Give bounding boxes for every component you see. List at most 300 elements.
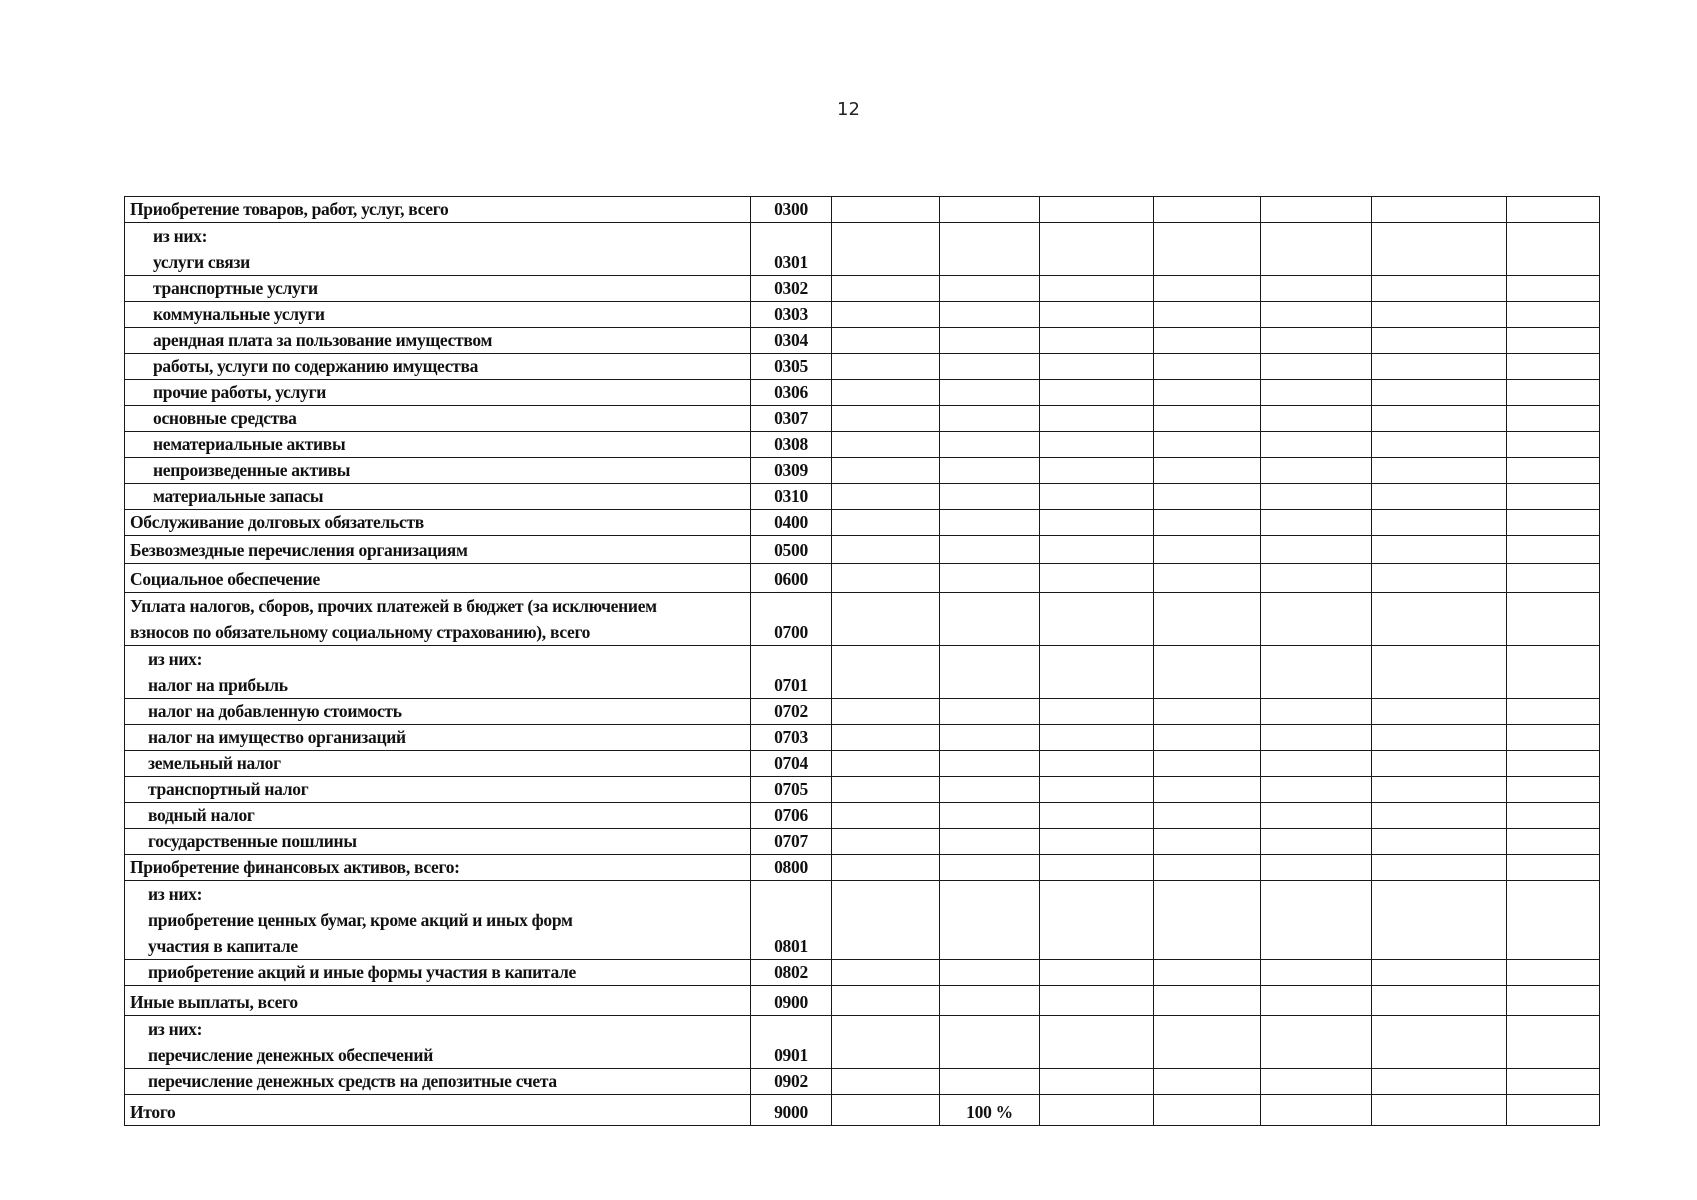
value-cell — [1507, 725, 1600, 751]
row-code: 0303 — [751, 302, 832, 328]
table-row — [125, 536, 1600, 564]
row-label: Обслуживание долговых обязательств — [125, 510, 751, 536]
value-cell — [1040, 986, 1154, 1016]
value-cell — [1040, 458, 1154, 484]
table-row — [125, 646, 1600, 699]
value-cell — [1040, 1016, 1154, 1069]
value-cell — [1040, 855, 1154, 881]
value-cell — [1261, 380, 1372, 406]
value-cell — [940, 646, 1040, 699]
value-cell — [1372, 354, 1507, 380]
value-cell — [832, 593, 940, 646]
value-cell — [1372, 536, 1507, 564]
value-cell — [940, 223, 1040, 276]
value-cell — [1154, 699, 1261, 725]
value-cell — [1372, 1095, 1507, 1126]
table-row — [125, 223, 1600, 276]
value-cell — [940, 593, 1040, 646]
value-cell — [1040, 803, 1154, 829]
table-row — [125, 510, 1600, 536]
value-cell — [1154, 1095, 1261, 1126]
value-cell — [832, 380, 940, 406]
row-code: 0702 — [751, 699, 832, 725]
value-cell — [832, 725, 940, 751]
value-cell — [1040, 699, 1154, 725]
value-cell — [1372, 881, 1507, 960]
value-cell — [1154, 986, 1261, 1016]
value-cell — [940, 536, 1040, 564]
table-row — [125, 881, 1600, 960]
value-cell — [1507, 803, 1600, 829]
value-cell — [1507, 829, 1600, 855]
value-cell — [832, 986, 940, 1016]
value-cell — [1154, 564, 1261, 593]
value-cell — [1261, 1016, 1372, 1069]
row-label-line: участия в капитале — [148, 936, 298, 956]
value-cell — [1154, 354, 1261, 380]
value-cell — [940, 725, 1040, 751]
value-cell — [832, 406, 940, 432]
value-cell — [1507, 536, 1600, 564]
row-label: Итого — [125, 1095, 751, 1126]
value-cell — [1507, 777, 1600, 803]
value-cell — [1507, 458, 1600, 484]
value-cell — [832, 484, 940, 510]
row-label: транспортный налог — [125, 777, 751, 803]
value-cell — [940, 354, 1040, 380]
table-row — [125, 302, 1600, 328]
row-label: работы, услуги по содержанию имущества — [125, 354, 751, 380]
value-cell — [940, 777, 1040, 803]
table-row — [125, 751, 1600, 777]
table-row — [125, 1095, 1600, 1126]
value-cell — [1040, 725, 1154, 751]
value-cell — [1040, 276, 1154, 302]
value-cell — [1261, 751, 1372, 777]
value-cell — [1261, 725, 1372, 751]
table-body — [125, 197, 1600, 1126]
row-label — [125, 593, 751, 646]
table-row — [125, 777, 1600, 803]
row-label-line: Уплата налогов, сборов, прочих платежей в бюджет (за исключением — [130, 596, 657, 616]
value-cell — [1507, 510, 1600, 536]
value-cell — [832, 1016, 940, 1069]
value-cell — [832, 432, 940, 458]
value-cell — [1261, 510, 1372, 536]
row-label: транспортные услуги — [125, 276, 751, 302]
value-cell — [1507, 699, 1600, 725]
table-row — [125, 593, 1600, 646]
value-cell — [940, 458, 1040, 484]
table-row — [125, 406, 1600, 432]
value-cell — [940, 380, 1040, 406]
value-cell — [1040, 1095, 1154, 1126]
value-cell — [1507, 1095, 1600, 1126]
row-code: 0700 — [751, 593, 832, 646]
row-label: основные средства — [125, 406, 751, 432]
row-code: 0801 — [751, 881, 832, 960]
value-cell — [1372, 302, 1507, 328]
value-cell — [832, 510, 940, 536]
value-cell — [1261, 593, 1372, 646]
table-row — [125, 432, 1600, 458]
value-cell — [1154, 593, 1261, 646]
row-code: 0802 — [751, 960, 832, 986]
row-label: приобретение акций и иные формы участия в капитале — [125, 960, 751, 986]
value-cell — [1154, 458, 1261, 484]
value-cell — [1154, 223, 1261, 276]
value-cell — [832, 829, 940, 855]
value-cell — [832, 276, 940, 302]
value-cell — [1261, 484, 1372, 510]
value-cell — [1372, 223, 1507, 276]
value-cell — [832, 960, 940, 986]
table-row — [125, 328, 1600, 354]
row-label: нематериальные активы — [125, 432, 751, 458]
value-cell — [1040, 536, 1154, 564]
row-code: 0302 — [751, 276, 832, 302]
table-row — [125, 829, 1600, 855]
row-label: земельный налог — [125, 751, 751, 777]
value-cell — [1372, 564, 1507, 593]
value-cell — [1507, 328, 1600, 354]
value-cell — [940, 197, 1040, 223]
value-cell — [1261, 223, 1372, 276]
value-cell — [1154, 960, 1261, 986]
row-label: Безвозмездные перечисления организациям — [125, 536, 751, 564]
row-label: Приобретение товаров, работ, услуг, всего — [125, 197, 751, 223]
value-cell — [940, 564, 1040, 593]
value-cell — [832, 855, 940, 881]
value-cell — [832, 564, 940, 593]
value-cell — [832, 354, 940, 380]
value-cell — [1372, 803, 1507, 829]
value-cell — [1040, 829, 1154, 855]
row-label: Приобретение финансовых активов, всего: — [125, 855, 751, 881]
value-cell — [1040, 751, 1154, 777]
value-cell — [1507, 986, 1600, 1016]
value-cell — [940, 510, 1040, 536]
value-cell — [1372, 380, 1507, 406]
row-code: 0701 — [751, 646, 832, 699]
value-cell — [1261, 803, 1372, 829]
value-cell — [1507, 354, 1600, 380]
value-cell — [940, 1016, 1040, 1069]
value-cell — [1372, 328, 1507, 354]
row-code: 0703 — [751, 725, 832, 751]
value-cell — [940, 960, 1040, 986]
value-cell — [1154, 302, 1261, 328]
value-cell — [1507, 751, 1600, 777]
row-label: арендная плата за пользование имуществом — [125, 328, 751, 354]
value-cell — [1507, 855, 1600, 881]
value-cell — [832, 1069, 940, 1095]
value-cell — [1154, 829, 1261, 855]
row-label: материальные запасы — [125, 484, 751, 510]
row-label: Иные выплаты, всего — [125, 986, 751, 1016]
table-row — [125, 986, 1600, 1016]
row-label — [125, 223, 751, 276]
value-cell — [1261, 564, 1372, 593]
value-cell — [1507, 223, 1600, 276]
value-cell — [1507, 276, 1600, 302]
value-cell — [940, 432, 1040, 458]
value-cell — [1154, 646, 1261, 699]
value-cell — [1154, 725, 1261, 751]
value-cell — [1507, 484, 1600, 510]
value-cell — [1040, 302, 1154, 328]
row-label: непроизведенные активы — [125, 458, 751, 484]
row-code: 0500 — [751, 536, 832, 564]
value-cell — [940, 302, 1040, 328]
value-cell — [1372, 197, 1507, 223]
value-cell — [832, 197, 940, 223]
value-cell — [1261, 777, 1372, 803]
value-cell — [1040, 197, 1154, 223]
value-cell — [1154, 536, 1261, 564]
value-cell — [1154, 380, 1261, 406]
row-label-line: из них: — [153, 226, 208, 246]
row-code: 0706 — [751, 803, 832, 829]
value-cell — [1372, 986, 1507, 1016]
row-code: 0305 — [751, 354, 832, 380]
row-code: 0902 — [751, 1069, 832, 1095]
value-cell — [940, 699, 1040, 725]
value-cell — [940, 1069, 1040, 1095]
row-label: Социальное обеспечение — [125, 564, 751, 593]
row-label: коммунальные услуги — [125, 302, 751, 328]
value-cell — [1154, 406, 1261, 432]
row-code: 0707 — [751, 829, 832, 855]
row-label — [125, 881, 751, 960]
value-cell — [1261, 197, 1372, 223]
value-cell — [1040, 593, 1154, 646]
row-code: 0900 — [751, 986, 832, 1016]
value-cell — [1261, 881, 1372, 960]
value-cell — [940, 406, 1040, 432]
row-label: государственные пошлины — [125, 829, 751, 855]
row-label: налог на имущество организаций — [125, 725, 751, 751]
value-cell — [1372, 1016, 1507, 1069]
value-cell — [832, 751, 940, 777]
value-cell — [1372, 699, 1507, 725]
row-code: 0307 — [751, 406, 832, 432]
row-label-line: из них: — [148, 649, 203, 669]
value-cell — [1507, 302, 1600, 328]
row-code: 0309 — [751, 458, 832, 484]
value-cell — [832, 881, 940, 960]
value-cell — [940, 328, 1040, 354]
value-cell — [1040, 646, 1154, 699]
value-cell — [1040, 881, 1154, 960]
value-cell — [1261, 960, 1372, 986]
value-cell — [1154, 510, 1261, 536]
row-label: прочие работы, услуги — [125, 380, 751, 406]
row-code: 9000 — [751, 1095, 832, 1126]
budget-table — [124, 196, 1600, 1126]
value-cell — [1154, 197, 1261, 223]
page-number: 12 — [837, 99, 860, 120]
row-code: 0800 — [751, 855, 832, 881]
table-row — [125, 564, 1600, 593]
value-cell — [1154, 1069, 1261, 1095]
table-row — [125, 803, 1600, 829]
value-cell — [1154, 881, 1261, 960]
value-cell — [1507, 881, 1600, 960]
value-cell — [1154, 484, 1261, 510]
value-cell — [1507, 1069, 1600, 1095]
value-cell — [832, 646, 940, 699]
row-label-line: налог на прибыль — [148, 675, 288, 695]
value-cell — [1507, 432, 1600, 458]
value-cell — [1154, 855, 1261, 881]
value-cell — [940, 751, 1040, 777]
value-cell — [1372, 725, 1507, 751]
row-label-line: приобретение ценных бумаг, кроме акций и иных форм — [148, 910, 573, 930]
value-cell — [1040, 354, 1154, 380]
value-cell — [1261, 646, 1372, 699]
row-label-line: услуги связи — [153, 252, 250, 272]
value-cell — [1040, 328, 1154, 354]
value-cell — [832, 302, 940, 328]
table-row — [125, 354, 1600, 380]
table-row — [125, 458, 1600, 484]
value-cell — [940, 881, 1040, 960]
row-label-line: из них: — [148, 1019, 203, 1039]
value-cell — [1261, 699, 1372, 725]
row-code: 0705 — [751, 777, 832, 803]
value-cell — [1372, 829, 1507, 855]
value-cell — [1154, 777, 1261, 803]
table-row — [125, 855, 1600, 881]
value-cell — [1154, 1016, 1261, 1069]
value-cell — [1261, 354, 1372, 380]
value-cell — [1261, 302, 1372, 328]
table-row — [125, 1016, 1600, 1069]
value-cell — [1507, 564, 1600, 593]
value-cell — [1261, 829, 1372, 855]
value-cell — [1372, 432, 1507, 458]
row-code: 0306 — [751, 380, 832, 406]
value-cell — [1261, 432, 1372, 458]
value-cell — [1261, 276, 1372, 302]
value-cell — [832, 458, 940, 484]
value-cell — [1372, 646, 1507, 699]
row-code: 0704 — [751, 751, 832, 777]
value-cell — [832, 223, 940, 276]
value-cell — [1154, 328, 1261, 354]
row-label: водный налог — [125, 803, 751, 829]
value-cell — [1507, 646, 1600, 699]
value-cell — [1261, 1069, 1372, 1095]
value-cell — [1261, 986, 1372, 1016]
value-cell — [1154, 276, 1261, 302]
value-cell — [1154, 432, 1261, 458]
value-cell — [940, 803, 1040, 829]
value-cell — [1040, 432, 1154, 458]
table-row — [125, 197, 1600, 223]
row-code: 0310 — [751, 484, 832, 510]
table-row — [125, 1069, 1600, 1095]
value-cell — [1154, 751, 1261, 777]
value-cell — [1507, 197, 1600, 223]
row-code: 0301 — [751, 223, 832, 276]
value-cell — [1040, 777, 1154, 803]
table-row — [125, 725, 1600, 751]
value-cell — [940, 986, 1040, 1016]
value-cell — [1372, 484, 1507, 510]
table-row — [125, 380, 1600, 406]
value-cell — [940, 855, 1040, 881]
value-cell — [1040, 960, 1154, 986]
value-cell — [1507, 380, 1600, 406]
value-cell — [1261, 406, 1372, 432]
value-cell — [832, 803, 940, 829]
value-cell — [1372, 510, 1507, 536]
row-label: налог на добавленную стоимость — [125, 699, 751, 725]
value-cell — [1040, 380, 1154, 406]
value-cell — [1507, 960, 1600, 986]
value-cell — [1040, 564, 1154, 593]
value-cell — [1261, 536, 1372, 564]
row-label — [125, 646, 751, 699]
value-cell — [832, 1095, 940, 1126]
row-code: 0300 — [751, 197, 832, 223]
value-cell — [1040, 484, 1154, 510]
row-label — [125, 1016, 751, 1069]
row-code: 0308 — [751, 432, 832, 458]
value-cell — [1372, 751, 1507, 777]
value-cell — [1372, 276, 1507, 302]
value-cell — [1261, 458, 1372, 484]
value-cell — [1261, 1095, 1372, 1126]
row-code: 0400 — [751, 510, 832, 536]
value-cell — [1372, 458, 1507, 484]
value-cell — [1372, 855, 1507, 881]
value-cell — [1040, 223, 1154, 276]
value-cell — [1372, 777, 1507, 803]
value-cell — [832, 699, 940, 725]
value-cell — [1040, 1069, 1154, 1095]
value-cell — [1040, 406, 1154, 432]
table-row — [125, 484, 1600, 510]
table-row — [125, 699, 1600, 725]
value-cell — [1372, 593, 1507, 646]
value-cell — [940, 484, 1040, 510]
value-cell — [940, 829, 1040, 855]
value-cell — [832, 328, 940, 354]
row-code: 0304 — [751, 328, 832, 354]
value-cell — [1507, 593, 1600, 646]
value-cell — [832, 777, 940, 803]
value-cell — [1261, 855, 1372, 881]
row-label-line: перечисление денежных обеспечений — [148, 1045, 433, 1065]
value-cell — [1507, 1016, 1600, 1069]
value-cell — [1154, 803, 1261, 829]
value-cell — [1261, 328, 1372, 354]
row-label-line: взносов по обязательному социальному страхованию), всего — [130, 622, 591, 642]
value-cell — [832, 536, 940, 564]
value-cell — [1507, 406, 1600, 432]
row-code: 0901 — [751, 1016, 832, 1069]
value-cell — [1372, 960, 1507, 986]
row-label-line: из них: — [148, 884, 203, 904]
value-cell — [1372, 1069, 1507, 1095]
row-label: перечисление денежных средств на депозитные счета — [125, 1069, 751, 1095]
table-row — [125, 276, 1600, 302]
table-row — [125, 960, 1600, 986]
value-cell — [1040, 510, 1154, 536]
